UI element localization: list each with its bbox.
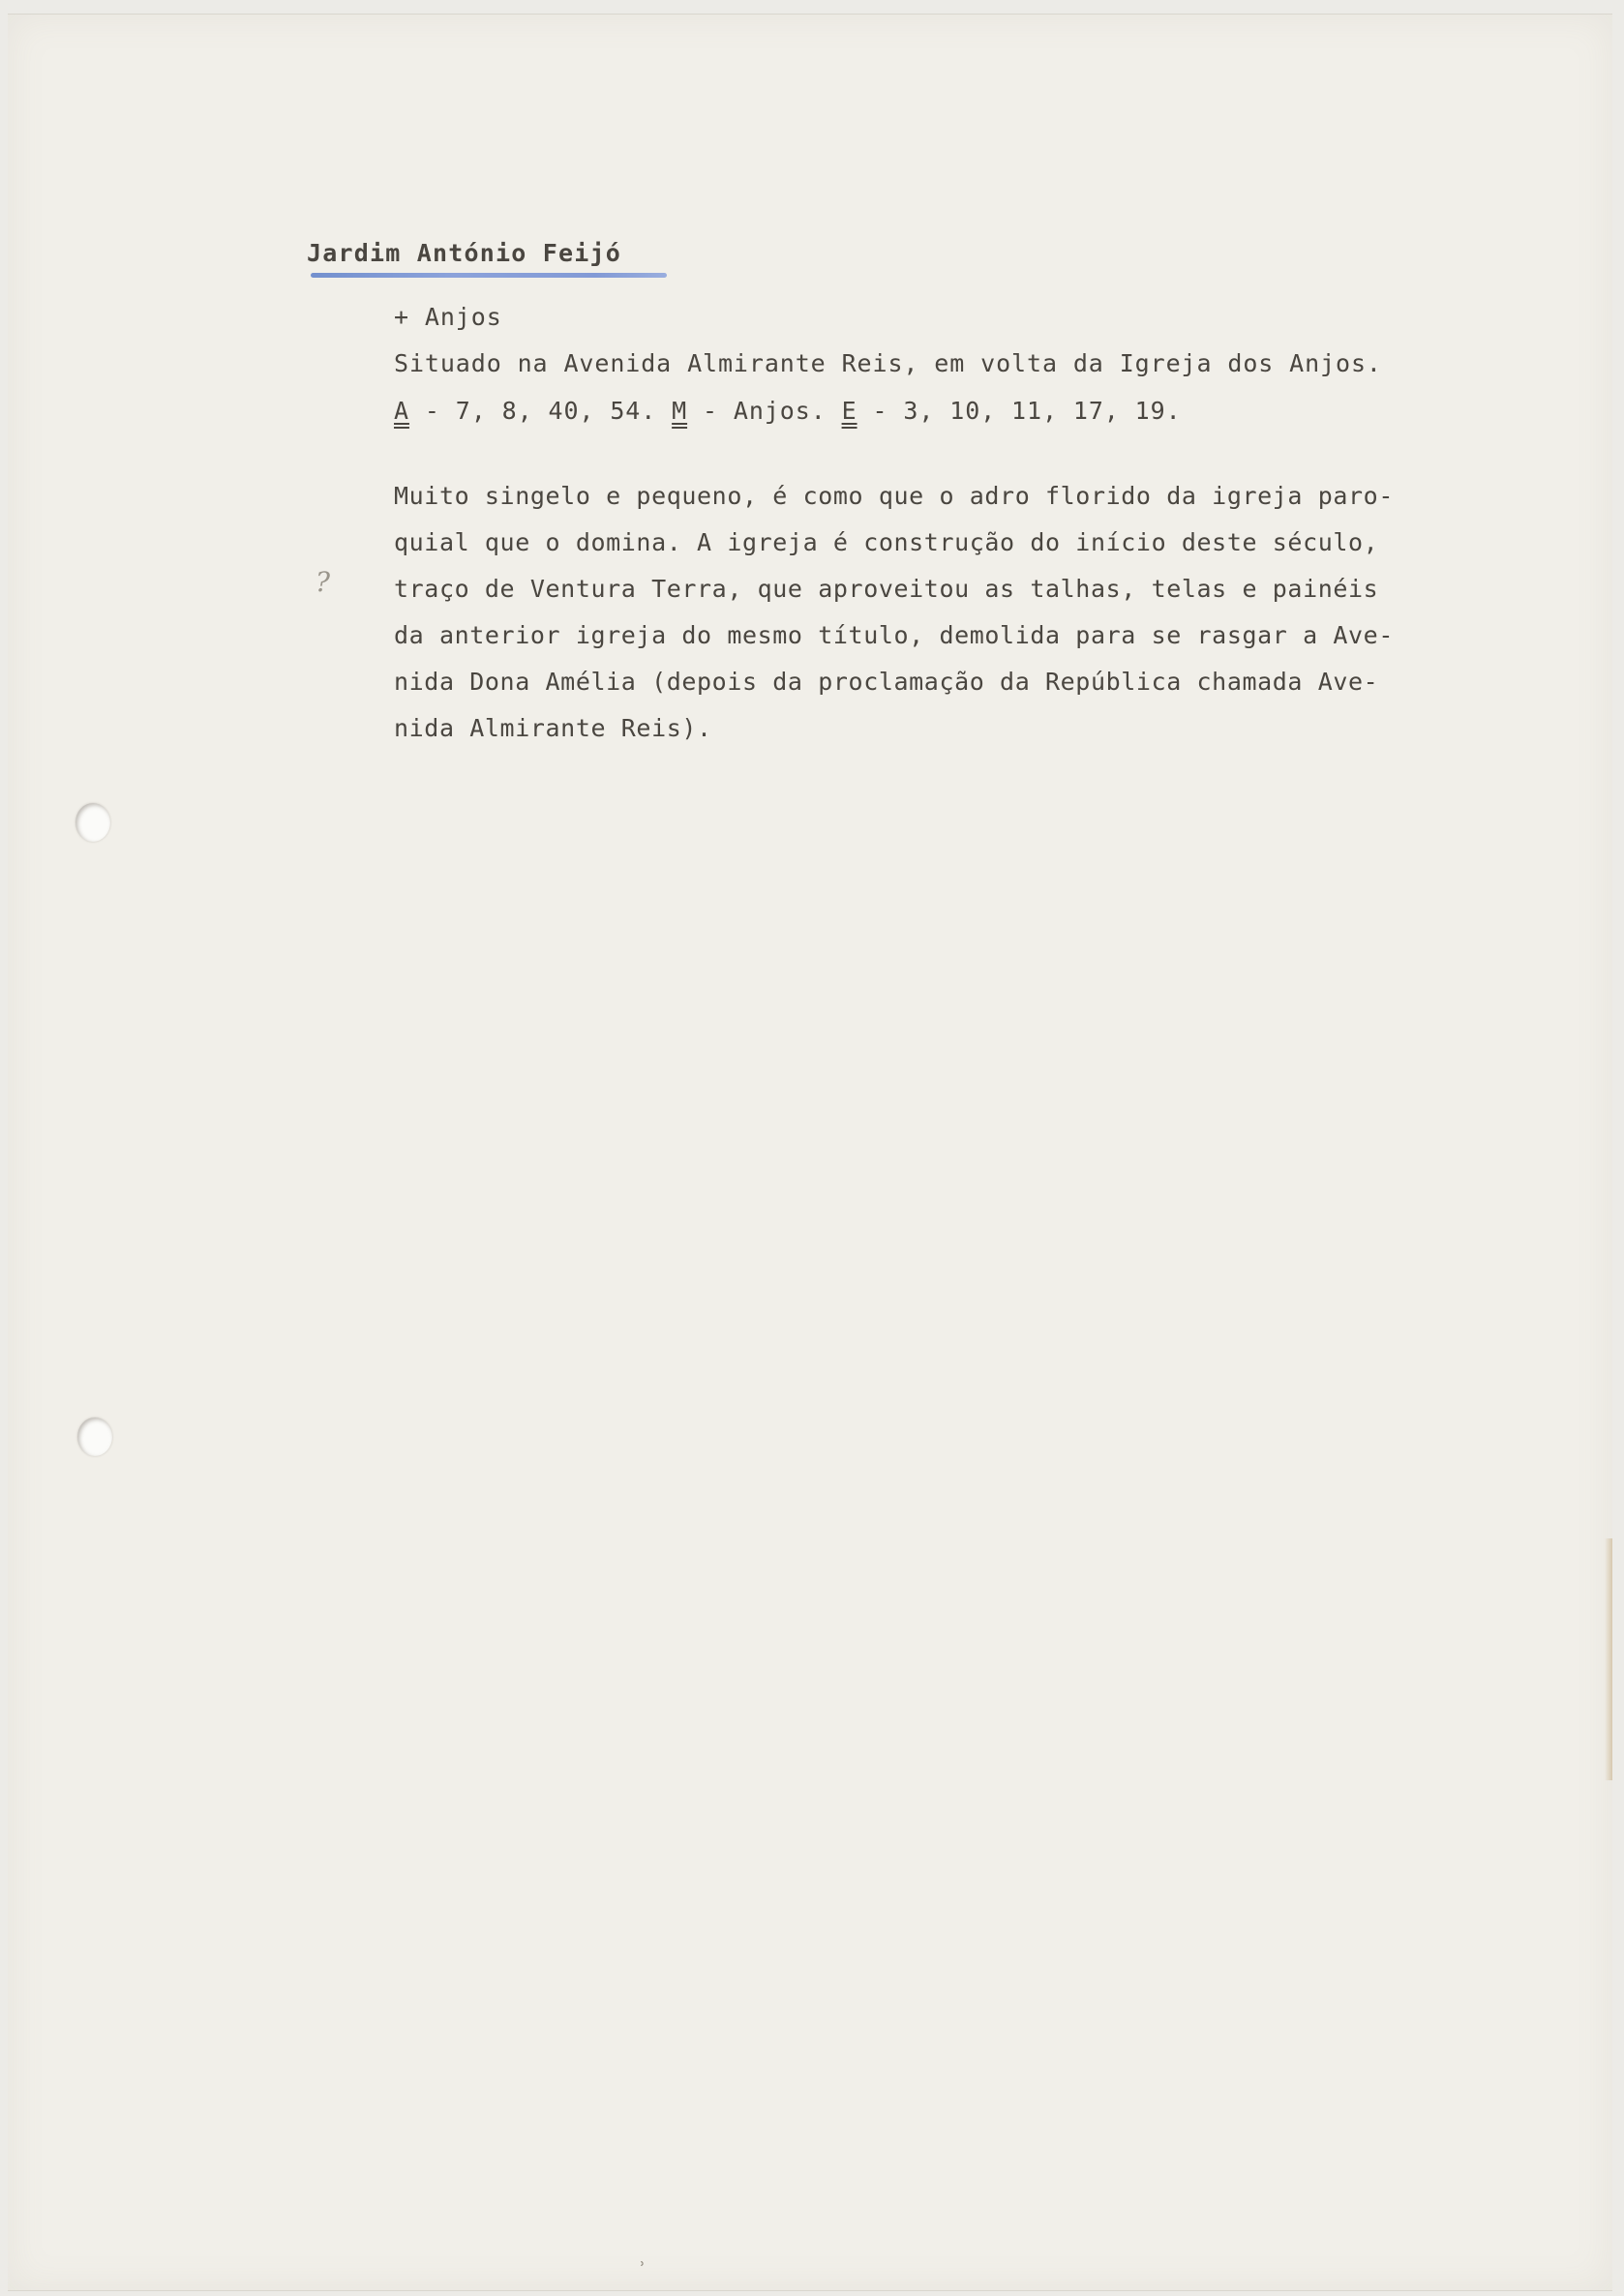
paper-edge-stain xyxy=(1605,1538,1612,1780)
bus-routes: - 7, 8, 40, 54. xyxy=(408,397,673,425)
paragraph-line: nida Almirante Reis). xyxy=(394,714,712,742)
document-page xyxy=(8,14,1612,2291)
paragraph-line: Muito singelo e pequeno, é como que o adro florido da igreja paro- xyxy=(394,482,1394,510)
bus-label: A xyxy=(394,397,409,425)
paragraph-line: traço de Ventura Terra, que aproveitou as talhas, telas e painéis xyxy=(394,575,1379,603)
document-title: Jardim António Feijó xyxy=(307,239,622,267)
tram-routes: - 3, 10, 11, 17, 19. xyxy=(857,397,1182,425)
paragraph-line: da anterior igreja do mesmo título, demolida para se rasgar a Ave- xyxy=(394,621,1394,649)
parish-label: + Anjos xyxy=(394,303,502,331)
description-paragraph xyxy=(394,473,1565,752)
punch-hole-icon xyxy=(75,803,110,842)
transport-line xyxy=(394,397,1182,425)
metro-station: - Anjos. xyxy=(687,397,842,425)
footer-ink-mark: ʾ xyxy=(637,2259,647,2280)
tram-label: E xyxy=(841,397,857,425)
paragraph-line: nida Dona Amélia (depois da proclamação da República chamada Ave- xyxy=(394,668,1379,696)
title-underline xyxy=(311,273,667,278)
metro-label: M xyxy=(672,397,688,425)
location-line: Situado na Avenida Almirante Reis, em volta da Igreja dos Anjos. xyxy=(394,349,1382,377)
punch-hole-icon xyxy=(77,1417,112,1456)
paragraph-line: quial que o domina. A igreja é construção do início deste século, xyxy=(394,528,1379,556)
margin-question-mark: ? xyxy=(316,566,331,598)
